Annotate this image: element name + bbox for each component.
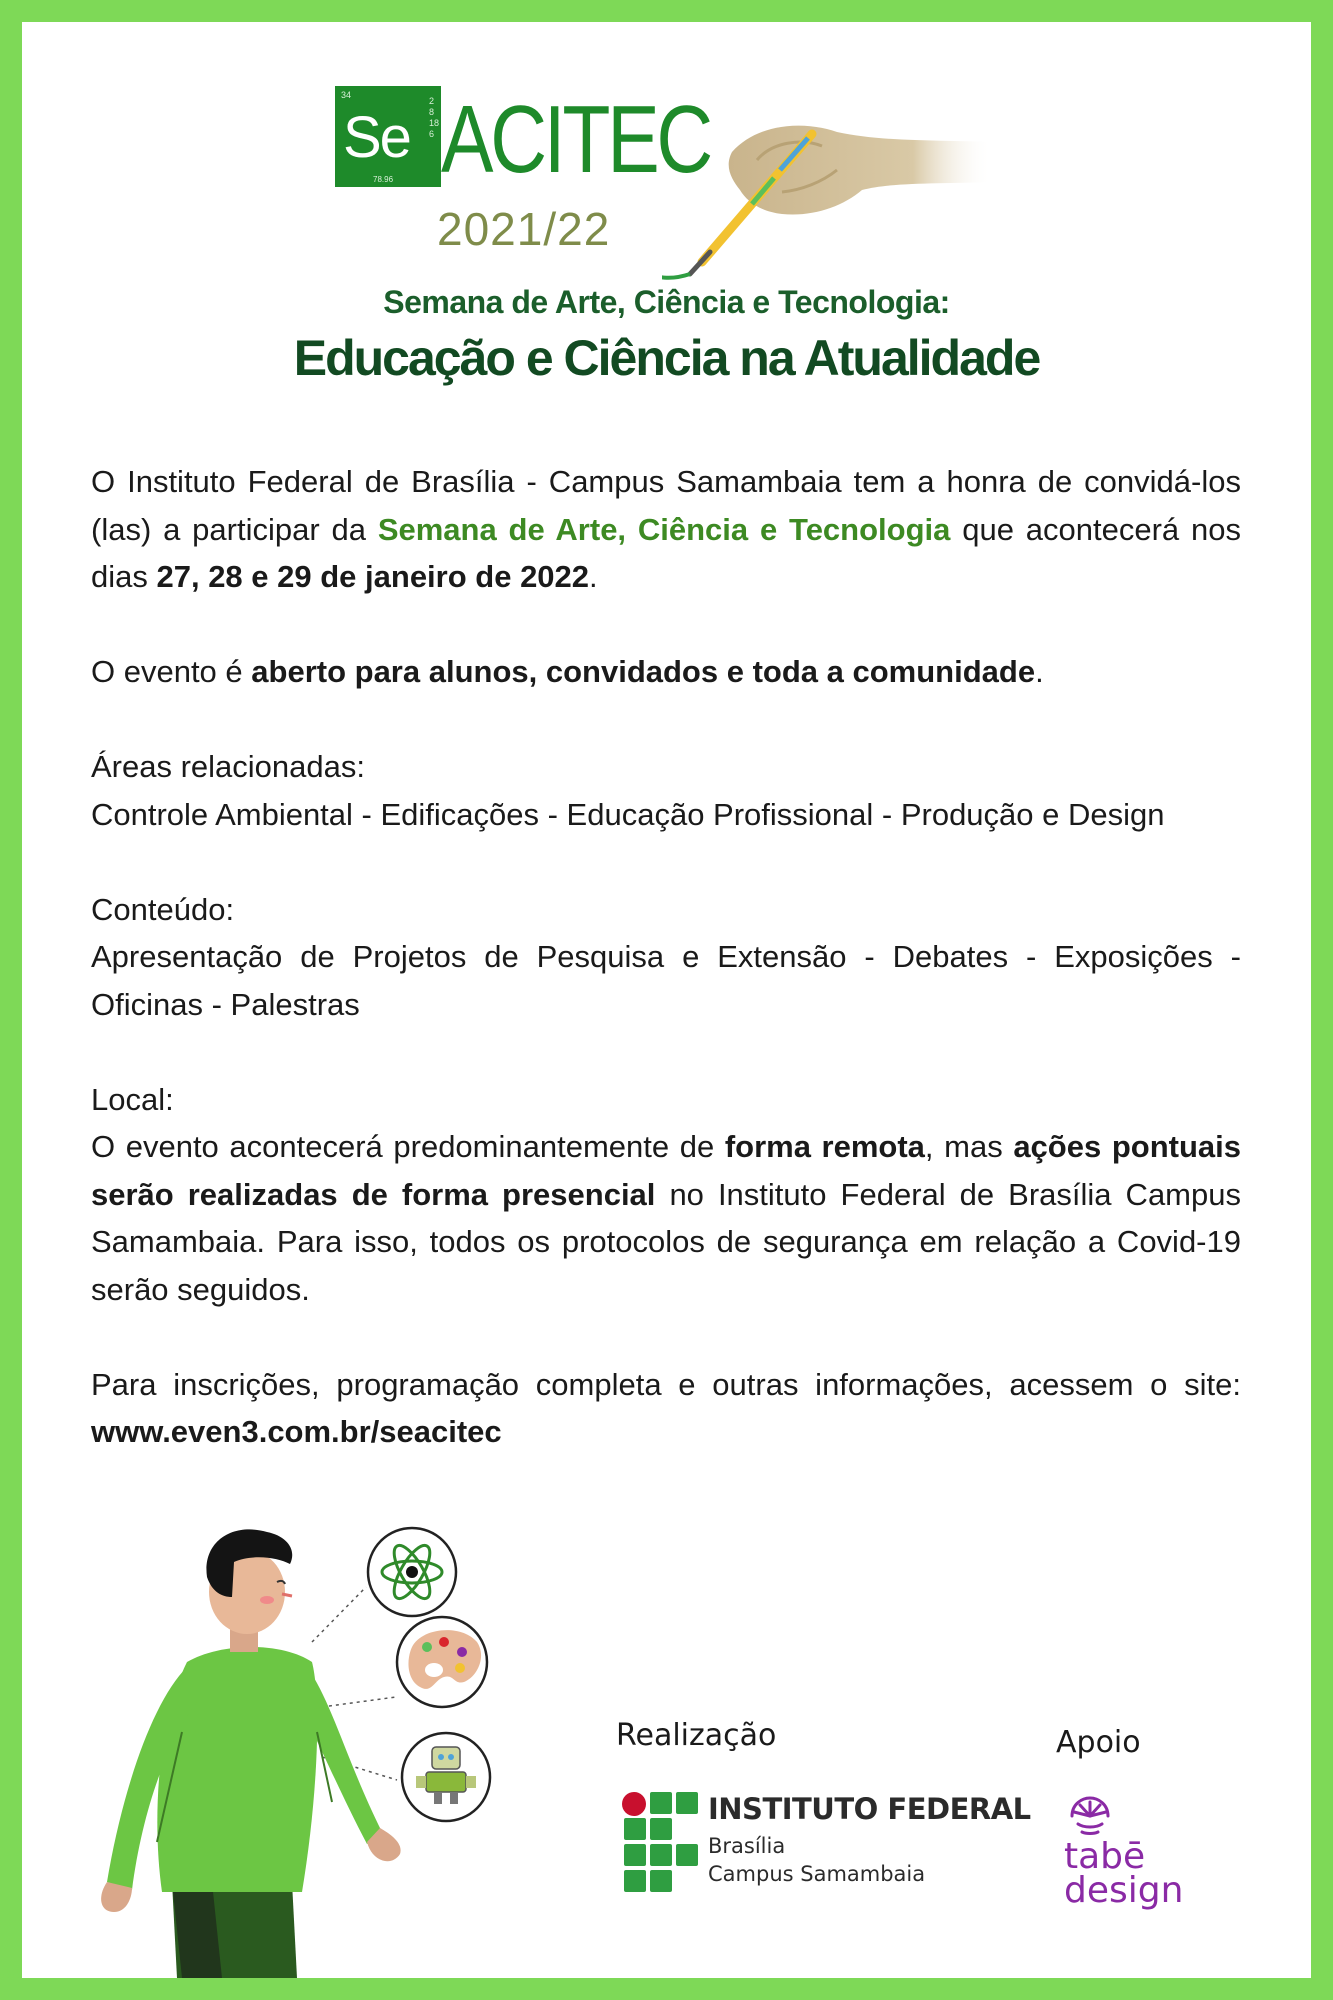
areas-text: Controle Ambiental - Edificações - Educação Profissional - Produção e Design	[91, 796, 1165, 832]
location-label: Local:	[91, 1081, 174, 1117]
palette-icon	[397, 1617, 487, 1707]
areas-label: Áreas relacionadas:	[91, 749, 365, 784]
if-logo-icon	[622, 1790, 712, 1894]
if-campus: Campus Samambaia	[708, 1862, 926, 1886]
atom-icon	[368, 1528, 456, 1616]
event-title: Educação e Ciência na Atualidade	[293, 330, 1040, 386]
audience-paragraph: O evento é aberto para alunos, convidados e toda a comunidade.	[91, 654, 1044, 689]
event-subtitle: Semana de Arte, Ciência e Tecnologia:	[383, 284, 950, 320]
electron-config: 2 8 18 6	[429, 96, 440, 139]
poster	[22, 22, 1311, 1978]
registration-link[interactable]: www.even3.com.br/seacitec	[91, 1414, 502, 1449]
if-city: Brasília	[708, 1834, 786, 1858]
selenium-element-tile	[335, 86, 441, 187]
event-dates: 27, 28 e 29 de janeiro de 2022	[156, 559, 590, 594]
logo-year: 2021/22	[437, 203, 611, 255]
atomic-mass: 78.96	[373, 175, 394, 184]
paintbrush-hand-icon	[662, 112, 992, 282]
intro-paragraph: O Instituto Federal de Brasília - Campus Samambaia tem a honra de convidá-los (las) a participar da Semana de Arte, Ciência e Tecnologia que acontecerá nos dias 27, 28 e 29 de janeiro de 2022.	[91, 464, 1241, 594]
location-text: O evento acontecerá predominantemente de forma remota, mas ações pontuais serão realizadas de forma presencial no Instituto Federal de Brasília Campus Samambaia. Para isso, todos os protocolos de segurança em relação a Covid-19 serão seguidos.	[91, 1129, 1241, 1307]
if-name: INSTITUTO FEDERAL	[708, 1792, 1031, 1826]
organizer-label: Realização	[616, 1718, 777, 1753]
registration-paragraph: Para inscrições, programação completa e outras informações, acessem o site: www.even3.com.br/seacitec	[91, 1366, 1241, 1449]
event-description	[91, 458, 1241, 1456]
content-text: Apresentação de Projetos de Pesquisa e Extensão - Debates - Exposições - Oficinas - Palestras	[91, 939, 1241, 1022]
atomic-number: 34	[341, 90, 352, 100]
content-label: Conteúdo:	[91, 891, 235, 927]
element-symbol: Se	[343, 105, 410, 170]
tabe-flower-icon	[1064, 1794, 1116, 1838]
person-illustration	[82, 1502, 552, 1978]
event-name: Semana de Arte, Ciência e Tecnologia	[377, 511, 951, 547]
robot-icon	[402, 1733, 490, 1821]
sponsor-logo-text: tabē design	[1064, 1836, 1184, 1911]
audience-highlight: aberto para alunos, convidados e toda a comunidade	[251, 654, 1036, 689]
seacitec-logo	[22, 22, 1311, 292]
sponsor-label: Apoio	[1056, 1725, 1141, 1760]
logo-name: ACITEC	[441, 86, 710, 193]
